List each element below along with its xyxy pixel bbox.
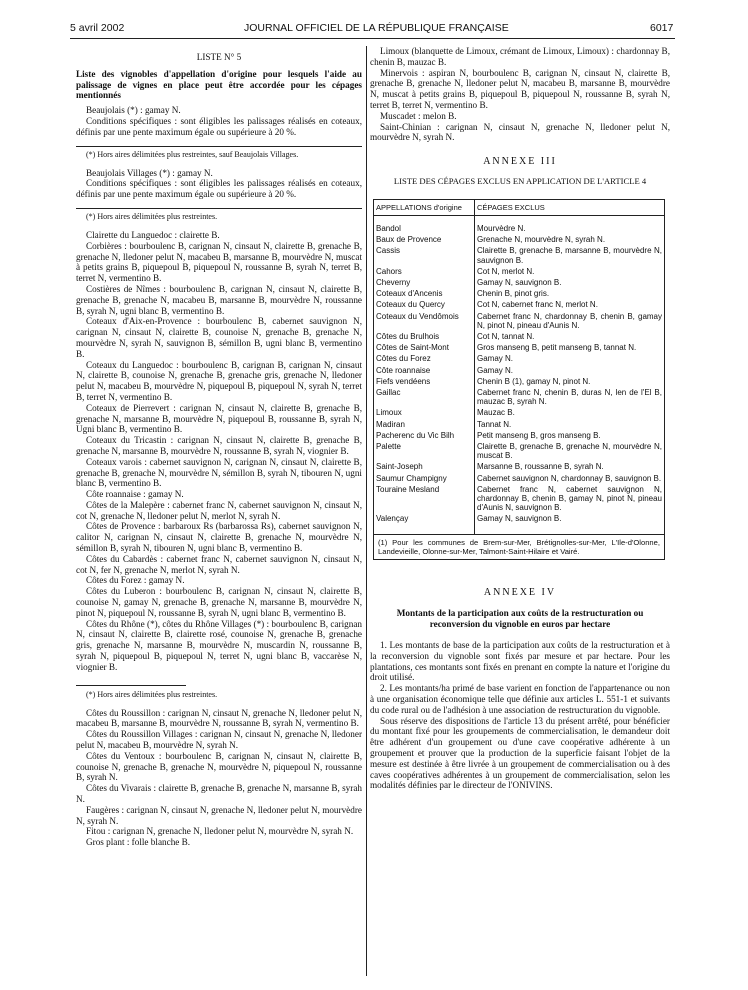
column-divider [366,46,367,976]
cepages-cell: Cabernet franc N, chardonnay B, chenin B, gamay N, pinot N, pineau d'Aunis N. [475,311,665,331]
appellation-cell: Bandol [374,215,475,234]
table-row [374,215,665,234]
appellation-paragraph: Côtes du Roussillon Villages : carignan N, cinsaut N, grenache N, lledoner pelut N, macabeu B, mourvèdre N, syrah N. [76,729,362,751]
beaujolais-villages-conditions: Conditions spécifiques : sont éligibles les palissages réalisés en coteaux, définis par une pente maximum égale ou supérieure à 20 %. [76,178,362,200]
cepages-cell: Chenin B, pinot gris. [475,288,665,299]
header-date: 5 avril 2002 [70,22,125,34]
table-header-cepages: CÉPAGES EXCLUS [475,199,665,215]
appellation-paragraph: Muscadet : melon B. [380,110,457,121]
cepages-cell: Cot N, merlot N. [475,266,665,277]
appellation-cell: Côte roannaise [374,365,475,376]
liste-heading: Liste des vignobles d'appellation d'origine pour lesquels l'aide au palissage de vignes en place peut être accordée pour les cépages mentionnés [76,68,362,101]
appellation-paragraph: Côtes de la Malepère : cabernet franc N, cabernet sauvignon N, cinsaut N, cot N, grenache N, lledoner pelut N, merlot N, syrah N. [76,499,362,521]
annexe-iv-heading: Montants de la participation aux coûts de la restructuration ou reconversion du vignoble en euros par hectare [396,608,644,630]
appellation-cell: Cahors [374,266,475,277]
appellation-cell: Côtes du Forez [374,353,475,364]
cepages-cell: Gros manseng B, petit manseng B, tannat N. [475,342,665,353]
appellation-paragraph: Coteaux de Pierrevert : carignan N, cinsaut N, clairette B, grenache B, grenache N, marsanne B, mourvèdre N, piquepoul B, roussanne B, syrah N, Ugni blanc B, vermentino B. [76,402,362,435]
liste-number: LISTE N° 5 [196,52,242,62]
appellation-paragraph: Côtes de Provence : barbaroux Rs (barbarossa Rs), cabernet sauvignon N, calitor N, carignan N, cinsaut N, clairette B, grenache N, mourvèdre N, sémillon B, syrah N, tibouren N, ugni blanc B, vermentino B. [76,521,362,554]
cepages-cell: Gamay N, sauvignon B. [475,513,665,534]
table-row [374,245,665,265]
table-body [374,215,665,534]
excluded-cepages-table [373,199,665,535]
appellation-cell: Madiran [374,419,475,430]
cepages-cell: Chenin B (1), gamay N, pinot N. [475,376,665,387]
table-row [374,288,665,299]
appellation-cell: Valençay [374,513,475,534]
table-row [374,331,665,342]
table-row [374,365,665,376]
cepages-cell: Gamay N. [475,365,665,376]
appellation-cell: Saumur Champigny [374,473,475,484]
appellation-paragraph: Côtes du Cabardès : cabernet franc N, cabernet sauvignon N, cinsaut N, cot N, fer N, grenache N, merlot N, syrah N. [76,553,362,575]
appellation-cell: Pacherenc du Vic Bilh [374,430,475,441]
appellation-cell: Cheverny [374,277,475,288]
cepages-cell: Mauzac B. [475,407,665,418]
annexe-iv-title: ANNEXE IV [483,586,557,598]
table-row [374,484,665,514]
appellation-cell: Coteaux du Vendômois [374,311,475,331]
appellation-paragraph: Costières de Nîmes : bourboulenc B, carignan N, cinsaut N, clairette B, grenache B, grenache N, macabeu B, marsanne B, mourvèdre N, roussanne B, syrah N, ugni blanc B, vermentino B. [76,283,362,316]
appellation-paragraph: Coteaux varois : cabernet sauvignon N, carignan N, cinsaut N, clairette B, grenache B, grenache N, mourvèdre N, sémillon B, syrah N, tibouren N, ugni blanc B, vermentino B. [76,456,362,489]
appellation-cell: Fiefs vendéens [374,376,475,387]
appellation-paragraph: Côtes du Rhône (*), côtes du Rhône Villages (*) : bourboulenc B, carignan N, cinsaut N, clairette B, clairette rosé, counoise N, grenache B, grenache gris, grenache N, marsanne B, mourvèdre N, muscardin N, roussanne B, syrah N, piquepoul B, piquepoul N, terret N, ugni blanc B, vaccarèse N, viognier B. [76,618,362,672]
header-page-number: 6017 [650,22,674,34]
cepages-cell: Mourvèdre N. [475,215,665,234]
cepages-cell: Marsanne B, roussanne B, syrah N. [475,461,665,472]
annexe-paragraph: 2. Les montants/ha primé de base varient en fonction de l'appartenance ou non à une organisation économique telle que définie aux articles L. 551-1 et suivants du code rural ou de l'adhésion à une association de restructuration du vignoble. [370,683,670,715]
appellation-list [76,230,362,673]
appellation-paragraph: Coteaux d'Aix-en-Provence : bourboulenc B, cabernet sauvignon N, carignan N, cinsaut N, clairette B, counoise N, grenache B, grenache N, mourvèdre N, syrah N, sauvignon B, sémillon B, ugni blanc B, vermentino B. [76,316,362,359]
table-footnote: (1) Pour les communes de Brem-sur-Mer, Brétignolles-sur-Mer, L'Ile-d'Olonne, Landevieille, Olonne-sur-Mer, Talmont-Saint-Hilaire et Vairé. [373,535,665,560]
page-header [0,0,748,38]
appellation-cell: Limoux [374,407,475,418]
appellation-paragraph: Côtes du Roussillon : carignan N, cinsaut N, grenache N, lledoner pelut N, macabeu B, marsanne B, mourvèdre N, roussanne B, syrah N, vermentino B. [76,707,362,729]
appellation-cell: Saint-Joseph [374,461,475,472]
table-row [374,407,665,418]
appellation-cell: Gaillac [374,387,475,407]
header-journal-title: JOURNAL OFFICIEL DE LA RÉPUBLIQUE FRANÇAISE [244,22,509,34]
appellation-list [370,46,670,143]
annexe-iii-subtitle: LISTE DES CÉPAGES EXCLUS EN APPLICATION DE L'ARTICLE 4 [393,175,647,186]
appellation-paragraph: Coteaux du Tricastin : carignan N, cinsaut N, clairette B, grenache B, grenache N, marsanne B, mourvèdre N, roussanne B, syrah N, viognier B. [76,435,362,456]
appellation-paragraph: Côtes du Vivarais : clairette B, grenache B, grenache N, marsanne B, syrah N. [76,783,362,805]
cepages-cell: Gamay N, sauvignon B. [475,277,665,288]
appellation-cell: Côtes du Brulhois [374,331,475,342]
beaujolais-villages-line: Beaujolais Villages (*) : gamay N. [86,167,213,178]
appellation-paragraph: Faugères : carignan N, cinsaut N, grenache N, lledoner pelut N, mourvèdre N, syrah N. [76,804,362,826]
table-row [374,441,665,461]
separator [76,146,362,147]
table-row [374,430,665,441]
header-rule [70,38,675,39]
separator [76,208,362,209]
appellation-cell: Côtes de Saint-Mont [374,342,475,353]
cepages-cell: Clairette B, grenache B, grenache N, mourvèdre N, muscat B. [475,441,665,461]
annexe-iii-title: ANNEXE III [483,156,557,168]
appellation-cell: Touraine Mesland [374,484,475,514]
appellation-cell: Coteaux du Quercy [374,299,475,310]
cepages-cell: Tannat N. [475,419,665,430]
left-column [76,46,362,848]
appellation-paragraph: Corbières : bourboulenc B, carignan N, cinsaut N, clairette B, grenache B, grenache N, lledoner pelut N, macabeu B, marsanne B, mourvèdre N, muscat à petits grains B, piquepoul B, piquepoul N, roussanne B, syrah N, terret B, terret N, vermentino B. [76,240,362,284]
table-row [374,387,665,407]
footnote: (*) Hors aires délimitées plus restreintes. [86,211,218,221]
table-row [374,277,665,288]
table-row [374,234,665,245]
table-row [374,342,665,353]
separator [76,685,186,686]
cepages-cell: Cabernet franc N, cabernet sauvignon N, chardonnay B, chenin B, gamay N, pinot N, pineau d'Aunis N, sauvignon B. [475,484,665,514]
appellation-list [76,708,362,848]
appellation-cell: Coteaux d'Ancenis [374,288,475,299]
cepages-cell: Clairette B, grenache B, marsanne B, mourvèdre N, sauvignon B. [475,245,665,265]
appellation-paragraph: Côtes du Luberon : bourboulenc B, carignan N, cinsaut N, clairette B, counoise N, gamay N, grenache B, grenache N, marsanne B, mourvèdre N, pinot N, piquepoul N, roussanne B, syrah N, ugni blanc B, vermentino B. [76,586,362,618]
cepages-cell: Grenache N, mourvèdre N, syrah N. [475,234,665,245]
appellation-paragraph: Limoux (blanquette de Limoux, crémant de Limoux, Limoux) : chardonnay B, chenin B, mauzac B. [370,46,670,67]
cepages-cell: Cabernet franc N, chenin B, duras N, len de l'El B, mauzac B, syrah N. [475,387,665,407]
appellation-paragraph: Côte roannaise : gamay N. [86,489,184,500]
appellation-paragraph: Minervois : aspiran N, bourboulenc B, carignan N, cinsaut N, clairette B, grenache B, grenache N, lledoner pelut N, macabeu B, marsanne B, mourvèdre N, muscat à petits grains B, piquepoul B, piquepoul N, roussanne B, syrah N, terret B, terret N, vermentino B. [370,67,670,110]
annexe-paragraph: Sous réserve des dispositions de l'article 13 du présent arrêté, pour bénéficier du montant fixé pour les groupements de commercialisation, le demandeur doit être adhérent d'un groupement ou d'une cave coopérative adhérente à un groupement et prouver que la production de la superficie faisant l'objet de la mesure est destinée à être livrée à un groupement de commercialisation ou à des caves coopératives adhérentes à un groupement de commercialisation, selon les modalités définies par le directeur de l'ONIVINS. [370,715,670,791]
appellation-paragraph: Clairette du Languedoc : clairette B. [86,229,220,240]
table-row [374,473,665,484]
appellation-cell: Baux de Provence [374,234,475,245]
footnote: (*) Hors aires délimitées plus restreintes. [86,689,218,699]
table-row [374,513,665,534]
right-column [370,46,670,791]
table-row [374,376,665,387]
table-header-appellations: APPELLATIONS d'origine [374,199,475,215]
cepages-cell: Petit manseng B, gros manseng B. [475,430,665,441]
table-row [374,353,665,364]
annexe-paragraph: 1. Les montants de base de la participation aux coûts de la restructuration et à la reconversion du vignoble sont fixés par mesure et par hectare. Pour les plantations, ces montants sont fixés en prenant en compte la nature et l'origine du droit utilisé. [370,640,670,683]
appellation-paragraph: Coteaux du Languedoc : bourboulenc B, carignan B, carignan N, cinsaut N, clairette B, counoise N, grenache B, grenache gris, grenache N, lledoner pelut N, macabeu B, mourvèdre N, piquepoul B, piquepoul N, syrah N, terret B, terret N, vermentino B. [76,359,362,402]
footnote: (*) Hors aires délimitées plus restreintes, sauf Beaujolais Villages. [86,149,299,159]
cepages-cell: Gamay N. [475,353,665,364]
cepages-cell: Cabernet sauvignon N, chardonnay B, sauvignon B. [475,473,665,484]
table-row [374,299,665,310]
table-row [374,266,665,277]
appellation-cell: Cassis [374,245,475,265]
appellation-paragraph: Côtes du Ventoux : bourboulenc B, carignan N, cinsaut N, clairette B, counoise N, grenache B, grenache N, mourvèdre N, piquepoul N, roussanne B, syrah N. [76,750,362,783]
cepages-cell: Cot N, tannat N. [475,331,665,342]
table-row [374,461,665,472]
cepages-cell: Cot N, cabernet franc N, merlot N. [475,299,665,310]
appellation-cell: Palette [374,441,475,461]
beaujolais-conditions: Conditions spécifiques : sont éligibles les palissages réalisés en coteaux, définis par une pente maximum égale ou supérieure à 20 %. [76,115,362,137]
appellation-paragraph: Fitou : carignan N, grenache N, lledoner pelut N, mourvèdre N, syrah N. [86,826,354,837]
appellation-paragraph: Saint-Chinian : carignan N, cinsaut N, grenache N, lledoner pelut N, mourvèdre N, syrah N. [370,121,670,143]
table-row [374,311,665,331]
appellation-paragraph: Gros plant : folle blanche B. [86,837,191,848]
beaujolais-line: Beaujolais (*) : gamay N. [86,105,181,116]
table-row [374,419,665,430]
annexe-iv-text [370,640,670,791]
appellation-paragraph: Côtes du Forez : gamay N. [86,575,185,586]
